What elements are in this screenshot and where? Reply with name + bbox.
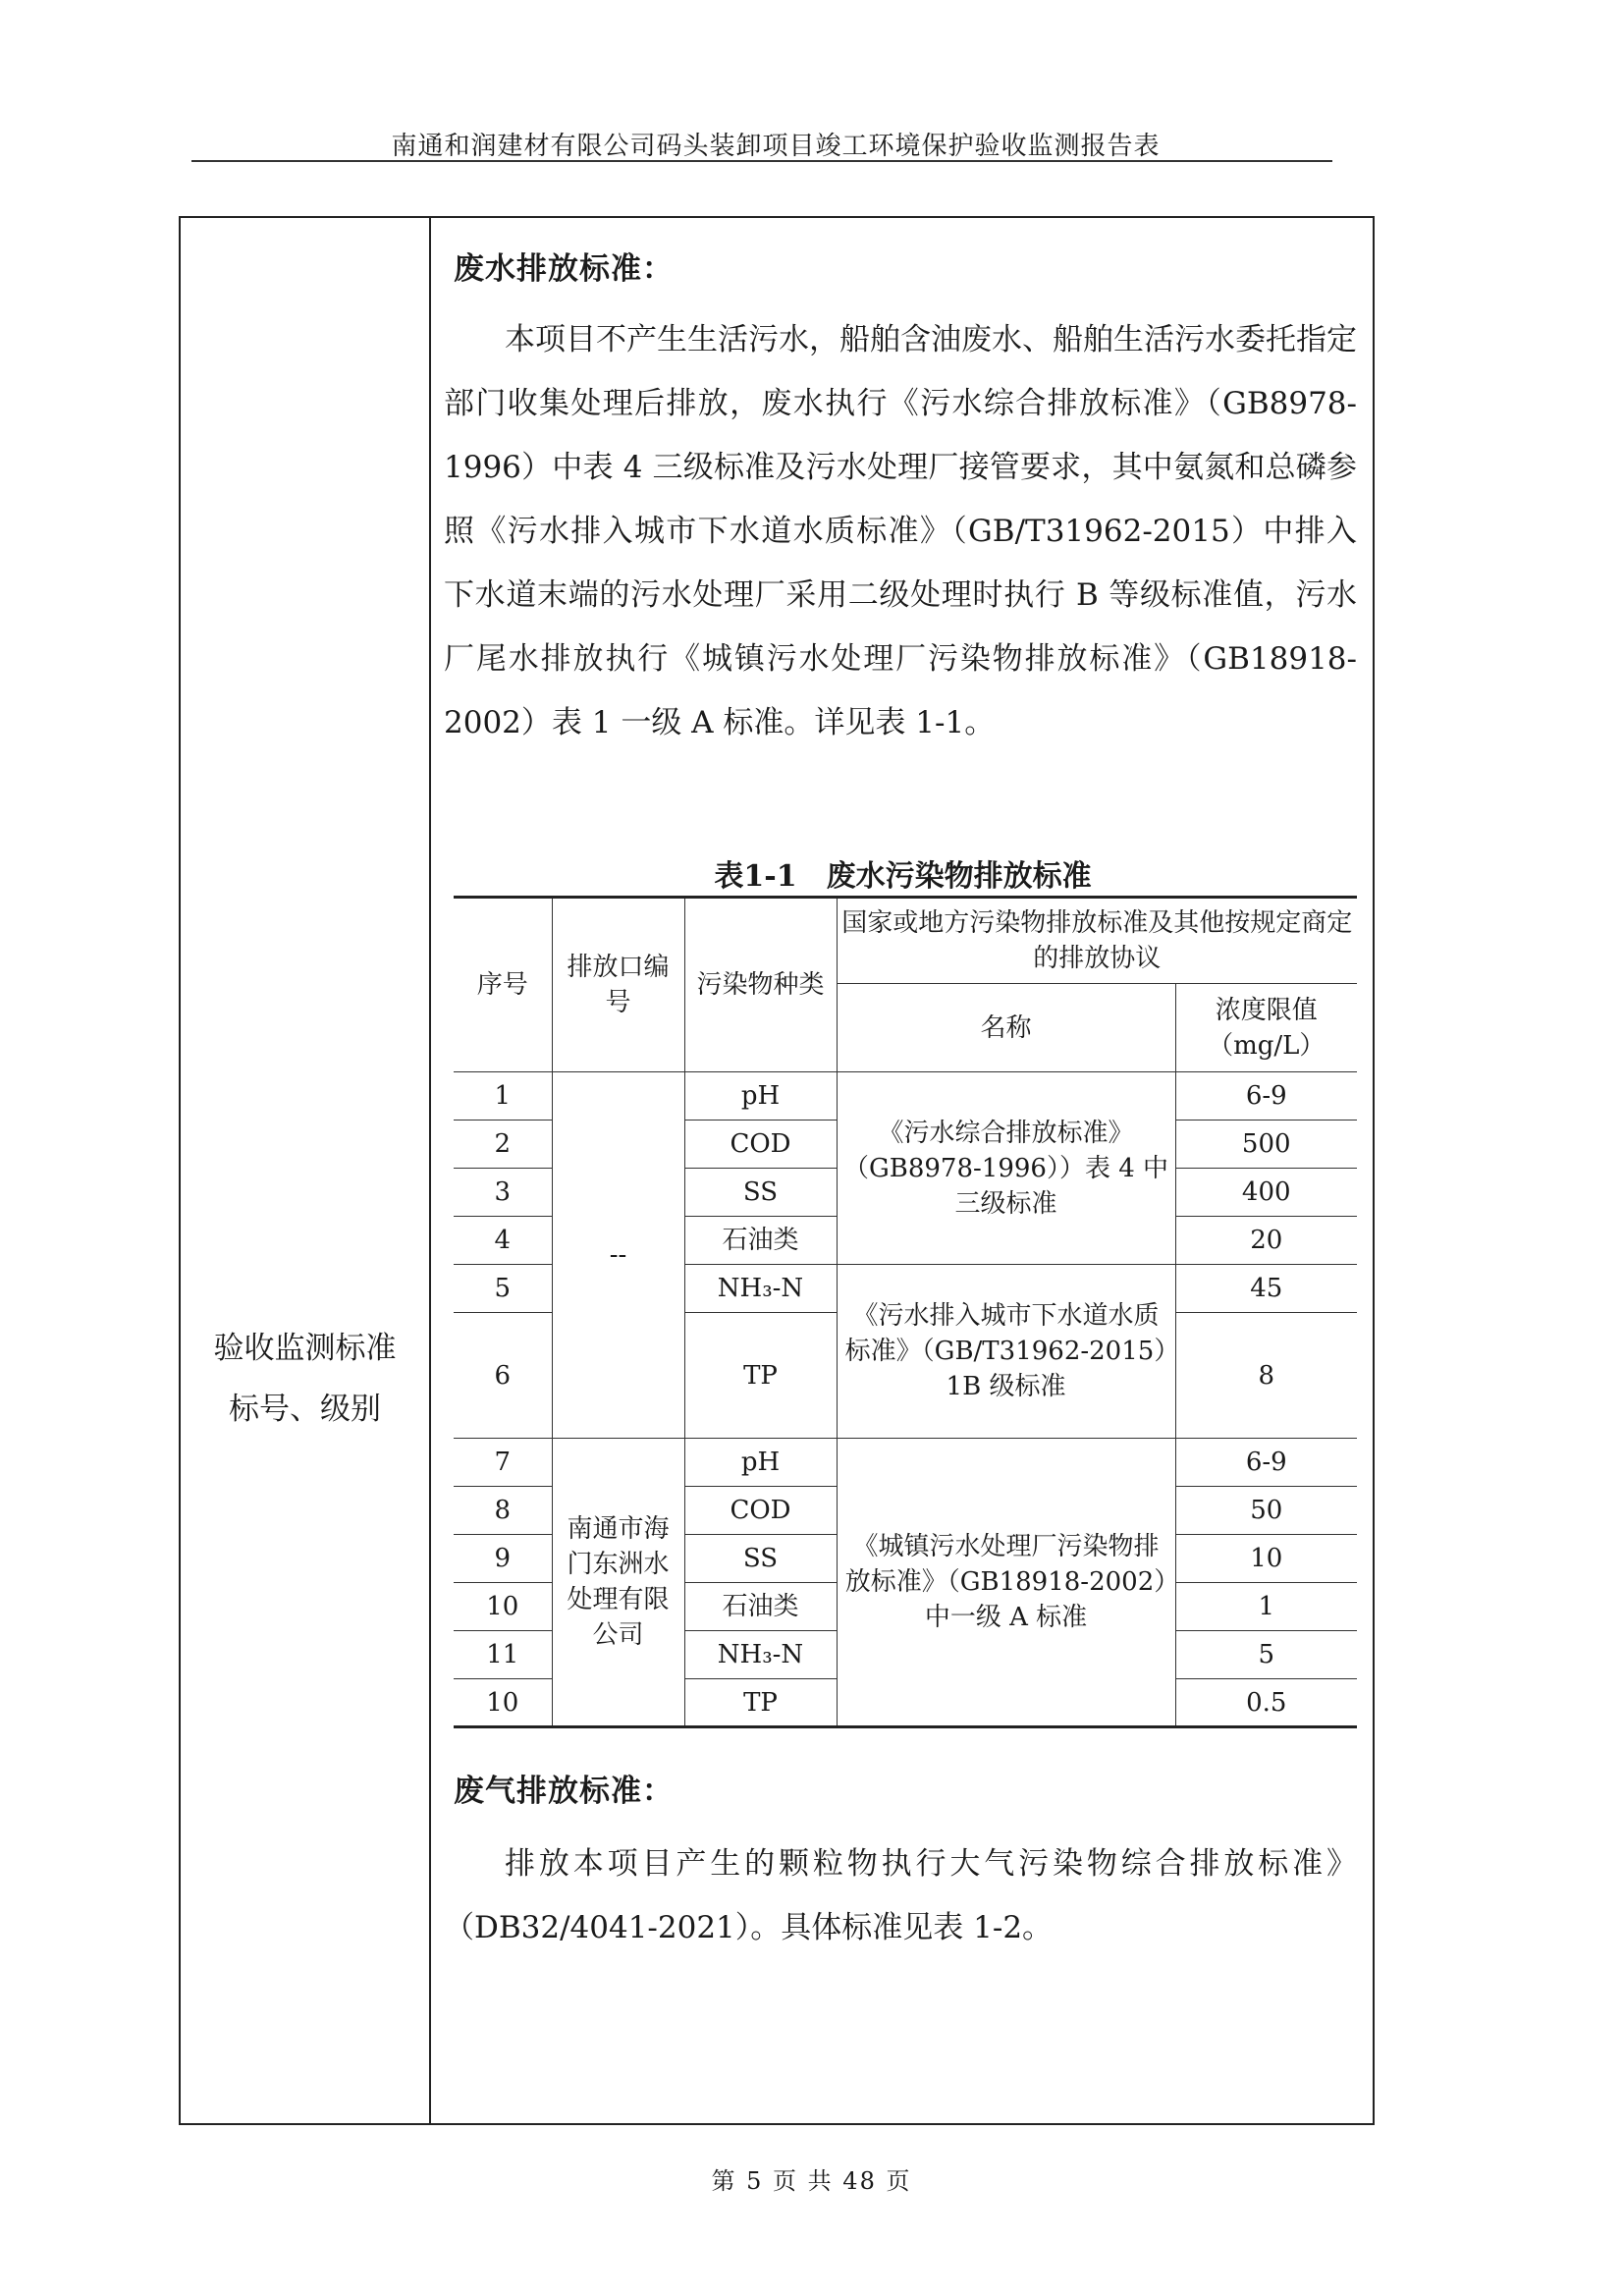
left-cell-line2: 标号、级别 xyxy=(229,1392,381,1427)
left-cell-label xyxy=(181,1318,429,1440)
header-outlet: 排放口编号 xyxy=(552,898,684,1072)
cell-pollutant: NH₃-N xyxy=(684,1631,837,1679)
cell-limit: 20 xyxy=(1175,1217,1357,1265)
document-header-title: 南通和润建材有限公司码头装卸项目竣工环境保护验收监测报告表 xyxy=(391,132,1161,161)
wastewater-paragraph: 本项目不产生生活污水，船舶含油废水、船舶生活污水委托指定部门收集处理后排放，废水执行《污水综合排放标准》（GB8978-1996）中表 4 三级标准及污水处理厂接管要求，其中氨氮和总磷参照《污水排入城市下水道水质标准》（GB/T31962-2015）中排入下水道末端的污水处理厂采用二级处理时执行 B 等级标准值，污水厂尾水排放执行《城镇污水处理厂污染物排放标准》（GB18918-2002）表 1 一级 A 标准。详见表 1-1。 xyxy=(444,322,1357,740)
cell-seq: 9 xyxy=(454,1535,552,1583)
cell-limit: 400 xyxy=(1175,1169,1357,1217)
cell-seq: 10 xyxy=(454,1679,552,1727)
table-caption: 表1-1 废水污染物排放标准 xyxy=(714,859,1092,894)
cell-limit: 6-9 xyxy=(1175,1072,1357,1121)
cell-pollutant: NH₃-N xyxy=(684,1265,837,1313)
cell-limit: 0.5 xyxy=(1175,1679,1357,1727)
cell-pollutant: SS xyxy=(684,1169,837,1217)
header-standard-name: 名称 xyxy=(837,984,1175,1072)
cell-limit: 50 xyxy=(1175,1487,1357,1535)
wastewater-section-title: 废水排放标准： xyxy=(454,251,674,287)
cell-limit: 5 xyxy=(1175,1631,1357,1679)
cell-standard-s2: 《污水排入城市下水道水质标准》（GB/T31962-2015）1B 级标准 xyxy=(837,1265,1175,1439)
cell-limit: 8 xyxy=(1175,1313,1357,1439)
cell-standard-s3: 《城镇污水处理厂污染物排放标准》（GB18918-2002）中一级 A 标准 xyxy=(837,1439,1175,1727)
cell-pollutant: TP xyxy=(684,1313,837,1439)
cell-outlet-group1: -- xyxy=(552,1072,684,1439)
cell-limit: 6-9 xyxy=(1175,1439,1357,1487)
header-limit: 浓度限值（mg/L） xyxy=(1175,984,1357,1072)
cell-pollutant: TP xyxy=(684,1679,837,1727)
cell-seq: 5 xyxy=(454,1265,552,1313)
frame-divider xyxy=(429,218,431,2123)
cell-pollutant: SS xyxy=(684,1535,837,1583)
cell-limit: 10 xyxy=(1175,1535,1357,1583)
cell-seq: 6 xyxy=(454,1313,552,1439)
header-standard-group: 国家或地方污染物排放标准及其他按规定商定的排放协议 xyxy=(837,898,1357,984)
cell-limit: 45 xyxy=(1175,1265,1357,1313)
cell-pollutant: COD xyxy=(684,1487,837,1535)
cell-pollutant: 石油类 xyxy=(684,1217,837,1265)
cell-pollutant: pH xyxy=(684,1439,837,1487)
cell-standard-s1: 《污水综合排放标准》（GB8978-1996））表 4 中三级标准 xyxy=(837,1072,1175,1265)
cell-limit: 1 xyxy=(1175,1583,1357,1631)
exhaust-section-title: 废气排放标准： xyxy=(454,1774,674,1809)
left-cell-line1: 验收监测标准 xyxy=(213,1331,397,1366)
cell-pollutant: 石油类 xyxy=(684,1583,837,1631)
cell-pollutant: COD xyxy=(684,1121,837,1169)
cell-outlet-group2: 南通市海门东洲水处理有限公司 xyxy=(552,1439,684,1727)
page-number-footer: 第 5 页 共 48 页 xyxy=(711,2167,912,2195)
header-pollutant: 污染物种类 xyxy=(684,898,837,1072)
cell-seq: 7 xyxy=(454,1439,552,1487)
header-rule xyxy=(191,160,1332,162)
cell-limit: 500 xyxy=(1175,1121,1357,1169)
cell-pollutant: pH xyxy=(684,1072,837,1121)
cell-seq: 2 xyxy=(454,1121,552,1169)
cell-seq: 11 xyxy=(454,1631,552,1679)
cell-seq: 10 xyxy=(454,1583,552,1631)
cell-seq: 4 xyxy=(454,1217,552,1265)
wastewater-standard-table xyxy=(454,896,1357,1728)
exhaust-paragraph: 排放本项目产生的颗粒物执行大气污染物综合排放标准》（DB32/4041-2021）。具体标准见表 1-2。 xyxy=(444,1846,1357,1945)
header-seq: 序号 xyxy=(454,898,552,1072)
cell-seq: 1 xyxy=(454,1072,552,1121)
report-frame xyxy=(179,216,1375,2125)
cell-seq: 3 xyxy=(454,1169,552,1217)
cell-seq: 8 xyxy=(454,1487,552,1535)
